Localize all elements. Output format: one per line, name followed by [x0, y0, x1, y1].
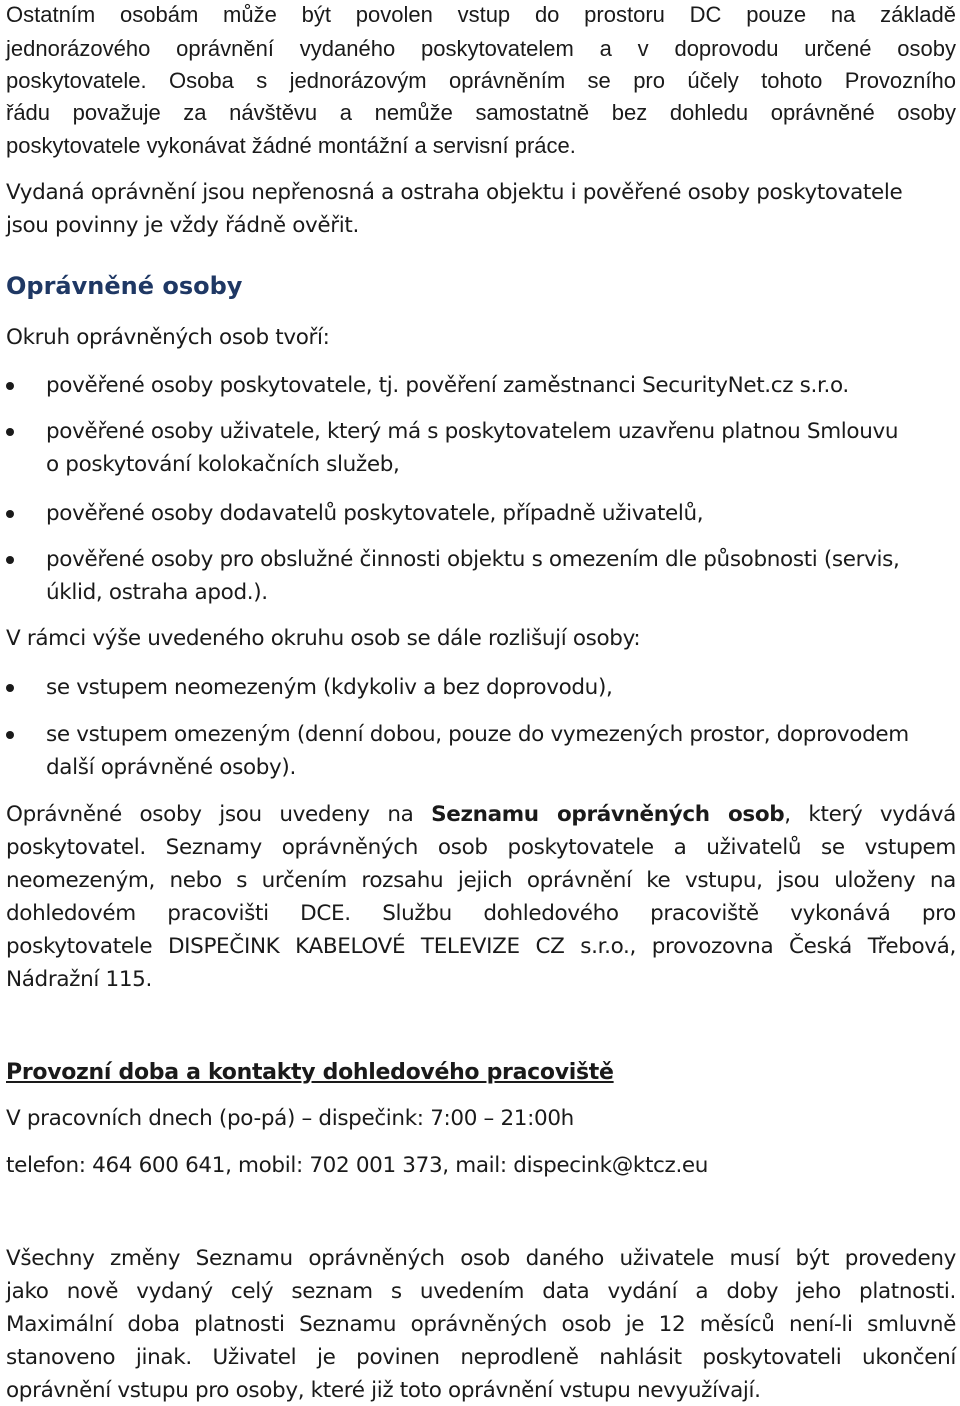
- operating-hours: V pracovních dnech (po-pá) – dispečink: 7:00 – 21:00h: [6, 1106, 574, 1131]
- text-line: oprávnění vstupu pro osoby, které již toto oprávnění vstupu nevyužívají.: [6, 1378, 761, 1403]
- bullet-icon: [6, 731, 14, 739]
- text-span: Oprávněné osoby jsou uvedeny na: [6, 802, 432, 827]
- text-line: Vydaná oprávnění jsou nepřenosná a ostraha objektu i pověřené osoby poskytovatele: [6, 180, 903, 205]
- list-item-text: úklid, ostraha apod.).: [46, 580, 268, 605]
- text-line: neomezeným, nebo s určením rozsahu jejich oprávnění ke vstupu, jsou uloženy na: [6, 868, 956, 893]
- list-item-text: o poskytování kolokačních služeb,: [46, 452, 400, 477]
- text-line: jednorázového oprávnění vydaného poskytovatelem a v doprovodu určené osoby: [6, 36, 956, 61]
- list-item-text: pověřené osoby uživatele, který má s poskytovatelem uzavřenu platnou Smlouvu: [46, 419, 899, 444]
- text-line: řádu považuje za návštěvu a nemůže samostatně bez dohledu oprávněné osoby: [6, 100, 956, 125]
- list-item-text: další oprávněné osoby).: [46, 755, 296, 780]
- text-line: jsou povinny je vždy řádně ověřit.: [6, 213, 359, 238]
- list-item-text: se vstupem omezeným (denní dobou, pouze do vymezených prostor, doprovodem: [46, 722, 909, 747]
- section-heading-operating-hours: Provozní doba a kontakty dohledového pracoviště: [6, 1060, 614, 1085]
- list-item-text: se vstupem neomezeným (kdykoliv a bez doprovodu),: [46, 675, 613, 700]
- bullet-icon: [6, 428, 14, 436]
- section-intro: Okruh oprávněných osob tvoří:: [6, 325, 330, 350]
- text-span: , který vydává: [784, 802, 956, 827]
- list-item-text: pověřené osoby poskytovatele, tj. pověření zaměstnanci SecurityNet.cz s.r.o.: [46, 373, 849, 398]
- bullet-icon: [6, 510, 14, 518]
- text-line: poskytovatel. Seznamy oprávněných osob poskytovatele a uživatelů se vstupem: [6, 835, 956, 860]
- text-line: poskytovatele DISPEČINK KABELOVÉ TELEVIZE CZ s.r.o., provozovna Česká Třebová,: [6, 934, 956, 959]
- text-line: Ostatním osobám může být povolen vstup do prostoru DC pouze na základě: [6, 2, 956, 27]
- contact-info: telefon: 464 600 641, mobil: 702 001 373, mail: dispecink@ktcz.eu: [6, 1153, 709, 1178]
- text-line: Maximální doba platnosti Seznamu oprávněných osob je 12 měsíců není-li smluvně: [6, 1312, 956, 1337]
- text-line: Všechny změny Seznamu oprávněných osob daného uživatele musí být provedeny: [6, 1246, 956, 1271]
- section-intro-2: V rámci výše uvedeného okruhu osob se dále rozlišují osoby:: [6, 626, 641, 651]
- text-line: [6, 800, 956, 830]
- text-line: dohledovém pracovišti DCE. Službu dohledového pracoviště vykonává pro: [6, 901, 956, 926]
- list-item-text: pověřené osoby dodavatelů poskytovatele, případně uživatelů,: [46, 501, 704, 526]
- text-line: Nádražní 115.: [6, 967, 152, 992]
- section-heading-authorized-persons: Oprávněné osoby: [6, 272, 243, 300]
- list-item-text: pověřené osoby pro obslužné činnosti objektu s omezením dle působnosti (servis,: [46, 547, 900, 572]
- bullet-icon: [6, 382, 14, 390]
- text-line: poskytovatele. Osoba s jednorázovým oprávněním se pro účely tohoto Provozního: [6, 68, 956, 93]
- bullet-icon: [6, 684, 14, 692]
- text-line: jako nově vydaný celý seznam s uvedením data vydání a doby jeho platnosti.: [6, 1279, 956, 1304]
- bullet-icon: [6, 556, 14, 564]
- list-name-bold: Seznamu oprávněných osob: [431, 802, 785, 827]
- text-line: stanoveno jinak. Uživatel je povinen neprodleně nahlásit poskytovateli ukončení: [6, 1345, 956, 1370]
- text-line: poskytovatele vykonávat žádné montážní a servisní práce.: [6, 133, 576, 158]
